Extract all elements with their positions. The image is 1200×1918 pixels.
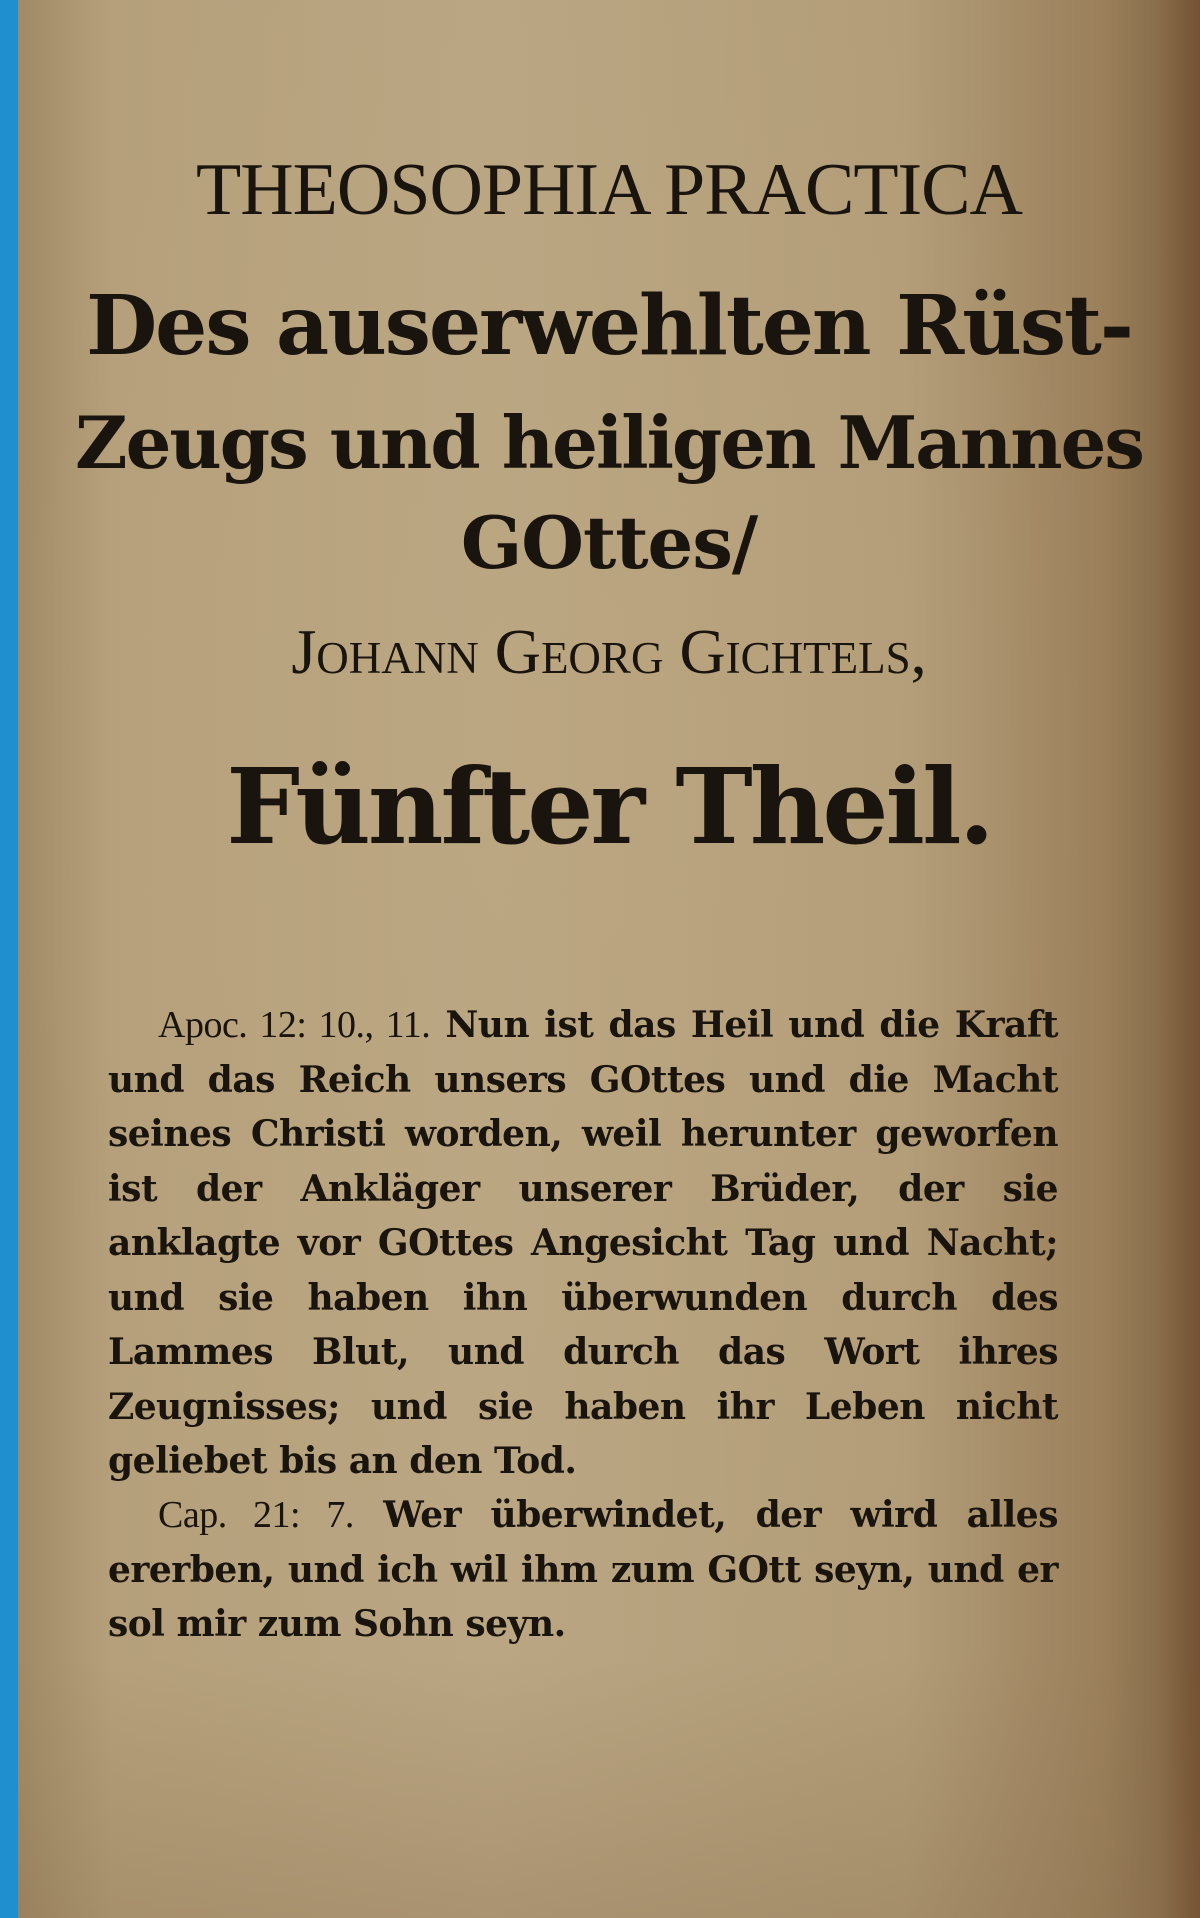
title-line-4: GOttes/	[460, 500, 758, 585]
volume-title: Fünfter Theil.	[226, 745, 992, 868]
epigraph-text-2: Wer überwindet, der wird alles ererben, und ich wil ihm zum GOtt seyn, und er sol mir zum Sohn seyn.	[108, 1494, 1058, 1645]
epigraph-passage-1	[108, 998, 1058, 1489]
epigraph-reference-1: Apoc. 12: 10., 11.	[158, 1004, 431, 1046]
title-latin: THEOSOPHIA PRACTICA	[196, 149, 1022, 231]
title-line-3: Zeugs und heiligen Mannes	[75, 400, 1143, 485]
title-page	[18, 0, 1200, 1918]
title-line-2: Des auserwehlten Rüst-	[86, 278, 1132, 374]
author-name: Johann Georg Gichtels,	[291, 616, 927, 687]
epigraph-passage-2	[108, 1488, 1058, 1652]
epigraph-reference-2: Cap. 21: 7.	[158, 1494, 354, 1536]
epigraph-text-1: Nun ist das Heil und die Kraft und das Reich unsers GOttes und die Macht seines Christi worden, weil herunter geworfen ist der Ankläger unserer Brüder, der sie anklagte vor GOttes Angesicht Tag und Nacht; und sie haben ihn überwunden durch des Lammes Blut, und durch das Wort ihres Zeugnisses; und sie haben ihr Leben nicht geliebet bis an den Tod.	[108, 1004, 1058, 1482]
